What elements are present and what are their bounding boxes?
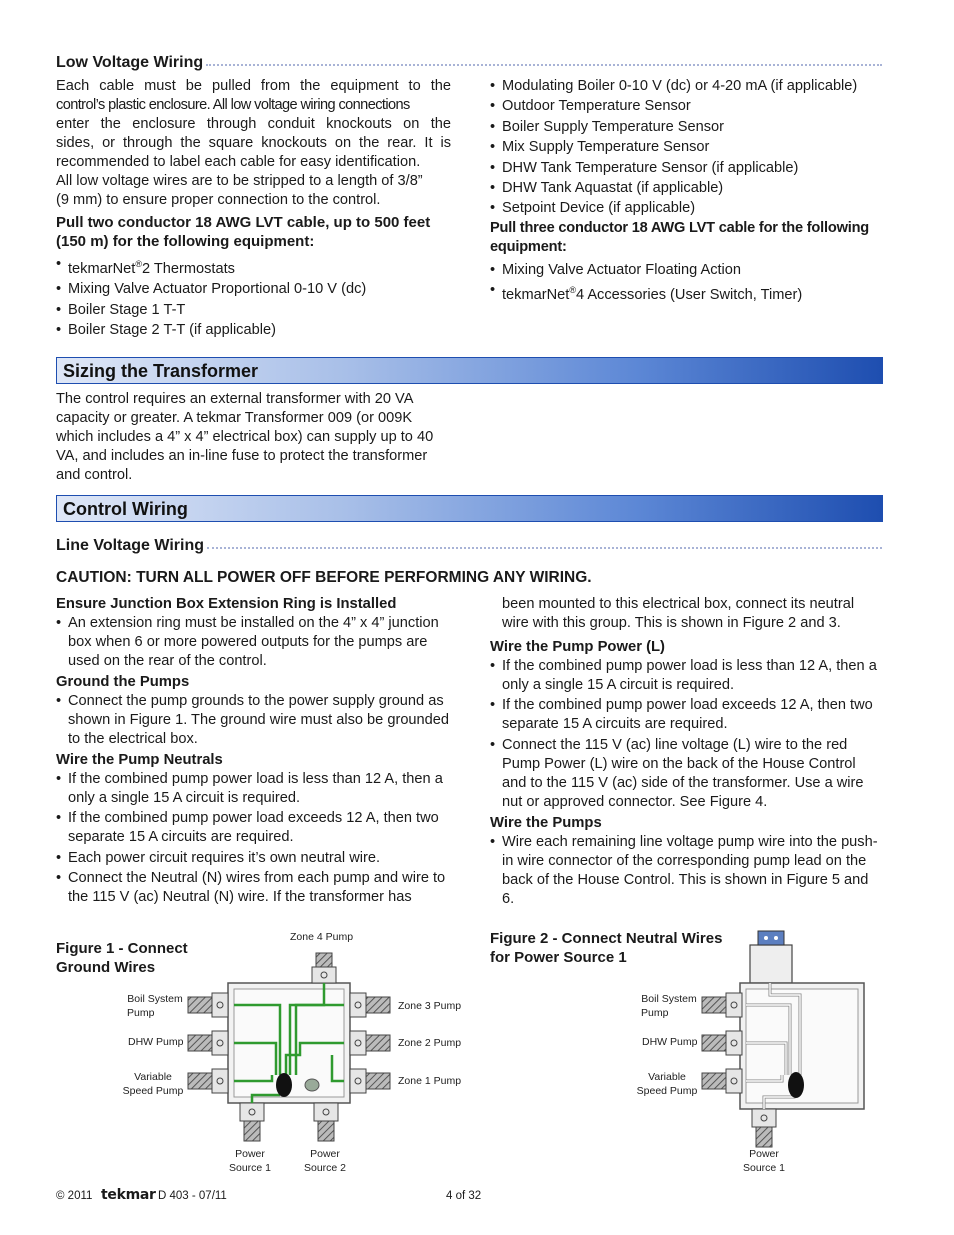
footer-brand-logo: tekmar xyxy=(101,1187,156,1203)
fig1-zone2-label: Zone 2 Pump xyxy=(398,1037,462,1049)
sizing-banner: Sizing the Transformer xyxy=(56,357,883,384)
section-heading: Ground the Pumps xyxy=(56,674,190,690)
list-item: • Each power circuit requires it’s own neutral wire. xyxy=(56,849,451,868)
control-right-column xyxy=(490,595,883,910)
fig2-variable-label: Variable Speed Pump xyxy=(636,1071,698,1097)
list-item: • Setpoint Device (if applicable) xyxy=(490,199,890,218)
fig1-zone3-label: Zone 3 Pump xyxy=(398,1000,462,1012)
fig1-zone4-label: Zone 4 Pump xyxy=(290,931,354,943)
list-item: • DHW Tank Temperature Sensor (if applicable) xyxy=(490,159,890,178)
fig1-boil-label: Boil System Pump xyxy=(127,993,183,1019)
fig2-ps1-label: Power Source 1 xyxy=(742,1148,786,1174)
list-item: • Connect the Neutral (N) wires from each pump and wire to the 115 V (ac) Neutral (N) wire. If the transformer has xyxy=(56,869,451,907)
list-item: • Mix Supply Temperature Sensor xyxy=(490,138,890,157)
list-item: • If the combined pump power load exceeds 12 A, then two separate 15 A circuits are required. xyxy=(56,809,451,847)
line-voltage-heading: Line Voltage Wiring xyxy=(56,537,882,555)
right-equipment-list xyxy=(490,77,890,220)
list-item: • Boiler Supply Temperature Sensor xyxy=(490,118,890,137)
figure1-diagram xyxy=(100,925,480,1185)
fig1-variable-label: Variable Speed Pump xyxy=(122,1071,184,1097)
figure2-caption: Figure 2 - Connect Neutral Wires for Power Source 1 xyxy=(490,930,723,966)
list-item: • Connect the pump grounds to the power supply ground as shown in Figure 1. The ground wire must also be grounded to the electrical box. xyxy=(56,692,451,749)
list-item: • If the combined pump power load is less than 12 A, then a only a single 15 A circuit is required. xyxy=(56,770,451,808)
list-item: • Mixing Valve Actuator Proportional 0-10 V (dc) xyxy=(56,280,456,299)
low-voltage-paragraph: Each cable must be pulled from the equipment to the control’s plastic enclosure. All low voltage wiring connections enter the enclosure through conduit knockouts on the sides, or through the square knockouts on the rear. It is recommended to label each cable for easy identification. All low voltage wires are to be stripped to a length of 3/8” (9 mm) to ensure proper connection to the control. xyxy=(56,78,451,208)
caution-text: CAUTION: TURN ALL POWER OFF BEFORE PERFORMING ANY WIRING. xyxy=(56,569,592,586)
list-item: • DHW Tank Aquastat (if applicable) xyxy=(490,179,890,198)
three-conductor-list xyxy=(490,261,890,307)
figure1-caption: Figure 1 - Connect Ground Wires xyxy=(56,940,188,976)
figure2-diagram xyxy=(630,925,880,1185)
fig1-ps2-label: Power Source 2 xyxy=(303,1148,347,1174)
fig1-zone1-label: Zone 1 Pump xyxy=(398,1075,462,1087)
list-item: • Wire each remaining line voltage pump wire into the push-in wire connector of the corresponding pump lead on the back of the House Control. This is shown in Figure 5 and 6. xyxy=(490,833,883,909)
section-heading: Wire the Pump Neutrals xyxy=(56,752,223,768)
list-item: • Boiler Stage 1 T-T xyxy=(56,301,456,320)
footer-page-number: 4 of 32 xyxy=(446,1190,482,1202)
sizing-paragraph: The control requires an external transformer with 20 VA capacity or greater. A tekmar Transformer 009 (or 009K which includes a 4” x 4” electrical box) can supply up to 40 VA, and includes an in-line fuse to protect the transformer and control. xyxy=(56,391,434,483)
footer-copyright: © 2011 xyxy=(56,1190,93,1202)
control-left-column xyxy=(56,595,451,909)
list-item: • Boiler Stage 2 T-T (if applicable) xyxy=(56,321,456,340)
fig1-ps1-label: Power Source 1 xyxy=(228,1148,272,1174)
three-conductor-heading: Pull three conductor 18 AWG LVT cable for the following equipment: xyxy=(490,220,870,255)
section-heading: Wire the Pump Power (L) xyxy=(490,639,665,655)
list-item: • tekmarNet®2 Thermostats xyxy=(56,255,456,279)
two-conductor-heading: Pull two conductor 18 AWG LVT cable, up to 500 feet (150 m) for the following equipment: xyxy=(56,214,431,250)
low-voltage-heading: Low Voltage Wiring xyxy=(56,54,882,72)
fig1-dhw-label: DHW Pump xyxy=(128,1036,184,1048)
fig2-dhw-label: DHW Pump xyxy=(642,1036,698,1048)
list-item: • If the combined pump power load is less than 12 A, then a only a single 15 A circuit is required. xyxy=(490,657,883,695)
list-item: • An extension ring must be installed on the 4” x 4” junction box when 6 or more powered outputs for the pumps are used on the rear of the control. xyxy=(56,614,451,671)
section-heading: Wire the Pumps xyxy=(490,814,602,831)
list-item: • tekmarNet®4 Accessories (User Switch, Timer) xyxy=(490,281,890,305)
list-item: • Outdoor Temperature Sensor xyxy=(490,97,890,116)
list-item: • If the combined pump power load exceeds 12 A, then two separate 15 A circuits are required. xyxy=(490,696,883,734)
fig2-boil-label: Boil System Pump xyxy=(641,993,697,1019)
list-item: • Mixing Valve Actuator Floating Action xyxy=(490,261,890,280)
list-item: • Connect the 115 V (ac) line voltage (L) wire to the red Pump Power (L) wire on the back of the House Control and to the 115 V (ac) side of the transformer. Use a wire nut or approved connector. See Figure 4. xyxy=(490,736,883,812)
control-wiring-banner: Control Wiring xyxy=(56,495,883,522)
footer-doc-number: D 403 - 07/11 xyxy=(158,1190,227,1202)
continuation-text: been mounted to this electrical box, connect its neutral wire with this group. This is shown in Figure 2 and 3. xyxy=(502,596,855,631)
section-heading: Ensure Junction Box Extension Ring is Installed xyxy=(56,596,397,612)
two-conductor-list xyxy=(56,255,456,341)
list-item: • Modulating Boiler 0-10 V (dc) or 4-20 mA (if applicable) xyxy=(490,77,890,96)
